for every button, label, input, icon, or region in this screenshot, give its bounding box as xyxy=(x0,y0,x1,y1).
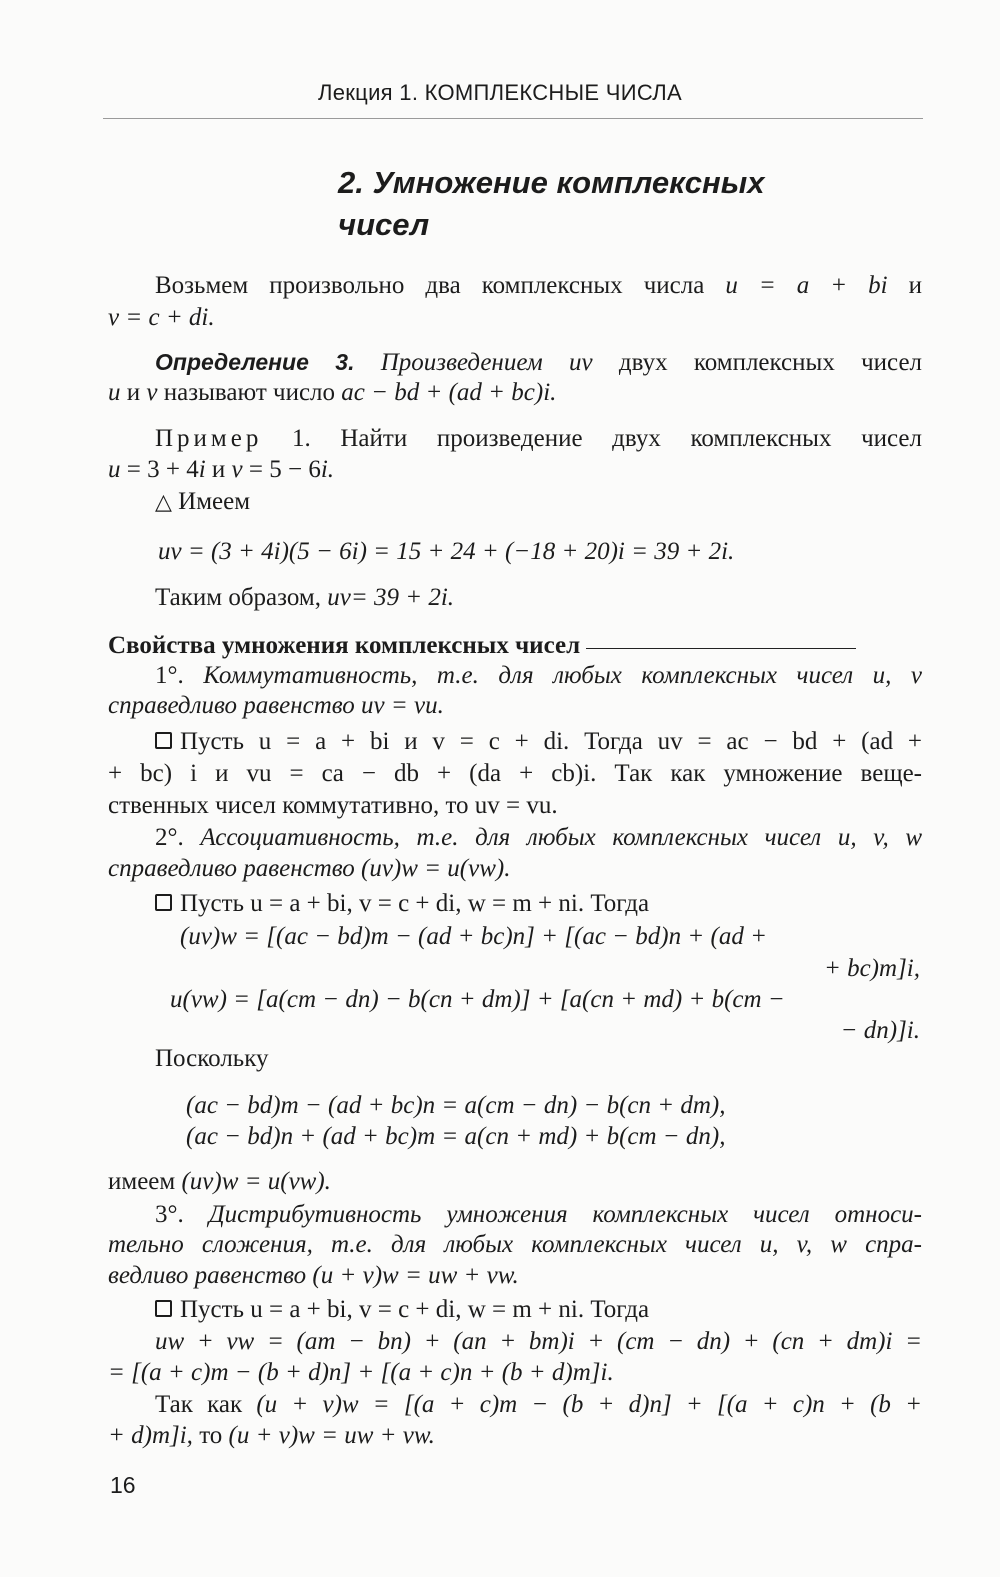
property-2-eq2-line2: − dn)]i. xyxy=(840,1017,920,1044)
property-3-final-2: + d)m]i, то (u + v)w = uw + vw. xyxy=(108,1422,435,1449)
definition-line-2: u и v называют число ac − bd + (ad + bc)i. xyxy=(108,379,557,406)
property-3-eq2: = [(a + c)m − (b + d)n] + [(a + c)n + (b + d)m]i. xyxy=(108,1359,614,1386)
property-2-since: Поскольку xyxy=(155,1045,269,1072)
proof-start-icon xyxy=(155,894,172,911)
property-2-conclusion: имеем (uv)w = u(vw). xyxy=(108,1168,331,1195)
property-2-eq4: (ac − bd)n + (ad + bc)m = a(cn + md) + b(cm − dn), xyxy=(186,1123,726,1150)
definition-line-1: Определение 3. Произведением uv двух комплексных чисел xyxy=(155,349,922,376)
example-label: Пример xyxy=(155,425,263,452)
property-2-line-2: справедливо равенство (uv)w = u(vw). xyxy=(108,855,511,882)
proof-start-icon xyxy=(155,732,172,749)
property-3-final-1: Так как (u + v)w = [(a + c)m − (b + d)n] + [(a + c)n + (b + xyxy=(155,1391,922,1418)
proof-start-icon xyxy=(155,1300,172,1317)
section-title-line1: 2. Умножение комплексных xyxy=(338,165,765,200)
heading-rule xyxy=(586,648,856,649)
property-3-line-3: ведливо равенство (u + v)w = uw + vw. xyxy=(108,1262,519,1289)
triangle-icon: △ xyxy=(155,490,172,515)
property-2-eq1-line1: (uv)w = [(ac − bd)m − (ad + bc)n] + [(ac − bd)n + (ad + xyxy=(180,923,767,950)
property-3-eq1: uw + vw = (am − bn) + (an + bm)i + (cm − dn) + (cn + dm)i = xyxy=(155,1328,922,1355)
example-line-2: u = 3 + 4i и v = 5 − 6i. xyxy=(108,456,335,483)
intro-line-1: Возьмем произвольно два комплексных числа u = a + bi и xyxy=(155,272,922,299)
example-line-1: Пример 1. Найти произведение двух комплексных чисел xyxy=(155,425,922,452)
section-title xyxy=(338,162,918,246)
example-equation: uv = (3 + 4i)(5 − 6i) = 15 + 24 + (−18 + 20)i = 39 + 2i. xyxy=(158,538,735,565)
property-2-eq3: (ac − bd)m − (ad + bc)n = a(cm − dn) − b(cn + dm), xyxy=(186,1092,726,1119)
property-2-eq2-line1: u(vw) = [a(cm − dn) − b(cn + dm)] + [a(cn + md) + b(cm − xyxy=(170,986,785,1013)
definition-label: Определение 3. xyxy=(155,349,355,375)
intro-line-2: v = c + di. xyxy=(108,304,215,331)
property-2-line-1: 2°. Ассоциативность, т.е. для любых комплексных чисел u, v, w xyxy=(155,824,922,851)
property-1-line-1: 1°. Коммутативность, т.е. для любых комплексных чисел u, v xyxy=(155,662,922,689)
property-3-proof-1: Пусть u = a + bi, v = c + di, w = m + ni. Тогда xyxy=(155,1294,922,1326)
property-3-line-1: 3°. Дистрибутивность умножения комплексных чисел относи- xyxy=(155,1201,922,1228)
property-3-line-2: тельно сложения, т.е. для любых комплексных чисел u, v, w спра- xyxy=(108,1231,922,1258)
property-1-proof-2: + bc) i и vu = ca − db + (da + cb)i. Так как умножение веще- xyxy=(108,760,922,787)
section-title-line2: чисел xyxy=(338,207,430,242)
header-rule xyxy=(103,118,923,119)
properties-heading: Свойства умножения комплексных чисел xyxy=(108,630,922,662)
property-1-proof-1: Пусть u = a + bi и v = c + di. Тогда uv = ac − bd + (ad + xyxy=(155,726,922,758)
page-number: 16 xyxy=(110,1472,136,1498)
property-1-proof-3: ственных чисел коммутативно, то uv = vu. xyxy=(108,792,558,819)
running-header: Лекция 1. КОМПЛЕКСНЫЕ ЧИСЛА xyxy=(317,80,683,105)
property-2-proof-1: Пусть u = a + bi, v = c + di, w = m + ni. Тогда xyxy=(155,888,922,920)
property-1-line-2: справедливо равенство uv = vu. xyxy=(108,692,444,719)
property-2-eq1-line2: + bc)m]i, xyxy=(823,955,920,982)
solution-start: △ Имеем xyxy=(155,488,251,515)
example-conclusion: Таким образом, uv= 39 + 2i. xyxy=(155,584,455,611)
